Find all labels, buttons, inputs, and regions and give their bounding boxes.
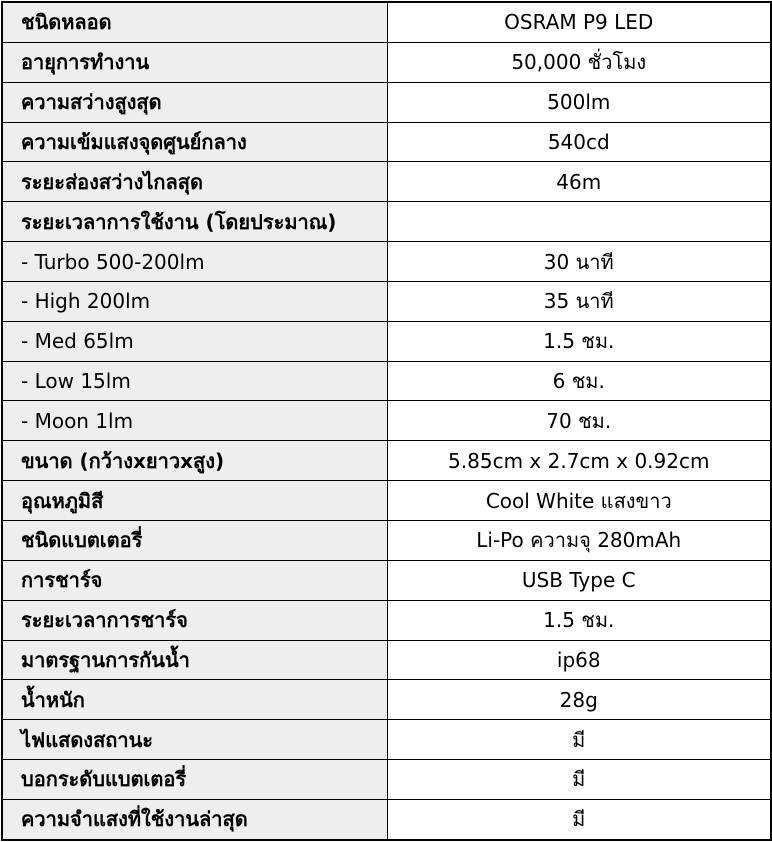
spec-value: 1.5 ชม. bbox=[387, 600, 771, 640]
spec-label: ไฟแสดงสถานะ bbox=[2, 720, 387, 760]
spec-label: ระยะเวลาการใช้งาน (โดยประมาณ) bbox=[2, 202, 387, 242]
table-row bbox=[2, 401, 771, 441]
spec-label: มาตรฐานการกันน้ำ bbox=[2, 640, 387, 680]
table-row bbox=[2, 520, 771, 560]
spec-label: ระยะส่องสว่างไกลสุด bbox=[2, 162, 387, 202]
spec-value: USB Type C bbox=[387, 560, 771, 600]
table-row bbox=[2, 640, 771, 680]
spec-label: ความจำแสงที่ใช้งานล่าสุด bbox=[2, 799, 387, 840]
table-row bbox=[2, 680, 771, 720]
table-row bbox=[2, 361, 771, 401]
spec-label: - Moon 1lm bbox=[2, 401, 387, 441]
spec-value: มี bbox=[387, 720, 771, 760]
table-row bbox=[2, 162, 771, 202]
spec-value: 46m bbox=[387, 162, 771, 202]
spec-label: - Turbo 500-200lm bbox=[2, 242, 387, 282]
table-row bbox=[2, 321, 771, 361]
spec-value: มี bbox=[387, 799, 771, 840]
table-row bbox=[2, 799, 771, 840]
table-row bbox=[2, 560, 771, 600]
spec-value: Li-Po ความจุ 280mAh bbox=[387, 520, 771, 560]
spec-value: 50,000 ชั่วโมง bbox=[387, 42, 771, 82]
spec-label: น้ำหนัก bbox=[2, 680, 387, 720]
spec-value: 30 นาที bbox=[387, 242, 771, 282]
spec-value bbox=[387, 202, 771, 242]
spec-label: อุณหภูมิสี bbox=[2, 481, 387, 521]
spec-label: - Med 65lm bbox=[2, 321, 387, 361]
table-row bbox=[2, 720, 771, 760]
spec-label: ชนิดหลอด bbox=[2, 2, 387, 42]
spec-label: - Low 15lm bbox=[2, 361, 387, 401]
table-row bbox=[2, 122, 771, 162]
table-row bbox=[2, 42, 771, 82]
table-row bbox=[2, 760, 771, 800]
spec-value: 1.5 ชม. bbox=[387, 321, 771, 361]
spec-value: มี bbox=[387, 760, 771, 800]
table-row bbox=[2, 441, 771, 481]
spec-value: 35 นาที bbox=[387, 281, 771, 321]
spec-value: OSRAM P9 LED bbox=[387, 2, 771, 42]
table-row bbox=[2, 600, 771, 640]
spec-label: อายุการทำงาน bbox=[2, 42, 387, 82]
spec-label: ความเข้มแสงจุดศูนย์กลาง bbox=[2, 122, 387, 162]
spec-value: 28g bbox=[387, 680, 771, 720]
spec-label: ขนาด (กว้างxยาวxสูง) bbox=[2, 441, 387, 481]
spec-value: 6 ชม. bbox=[387, 361, 771, 401]
table-row bbox=[2, 82, 771, 122]
spec-value: 5.85cm x 2.7cm x 0.92cm bbox=[387, 441, 771, 481]
spec-label: ชนิดแบตเตอรี่ bbox=[2, 520, 387, 560]
table-row bbox=[2, 281, 771, 321]
spec-table-body bbox=[2, 2, 771, 840]
spec-label: บอกระดับแบตเตอรี่ bbox=[2, 760, 387, 800]
table-row bbox=[2, 202, 771, 242]
table-row bbox=[2, 2, 771, 42]
table-row bbox=[2, 481, 771, 521]
spec-table bbox=[1, 1, 772, 841]
spec-value: 500lm bbox=[387, 82, 771, 122]
spec-label: การชาร์จ bbox=[2, 560, 387, 600]
spec-value: 70 ชม. bbox=[387, 401, 771, 441]
spec-value: 540cd bbox=[387, 122, 771, 162]
spec-value: ip68 bbox=[387, 640, 771, 680]
spec-value: Cool White แสงขาว bbox=[387, 481, 771, 521]
spec-label: ความสว่างสูงสุด bbox=[2, 82, 387, 122]
spec-label: ระยะเวลาการชาร์จ bbox=[2, 600, 387, 640]
table-row bbox=[2, 242, 771, 282]
spec-label: - High 200lm bbox=[2, 281, 387, 321]
